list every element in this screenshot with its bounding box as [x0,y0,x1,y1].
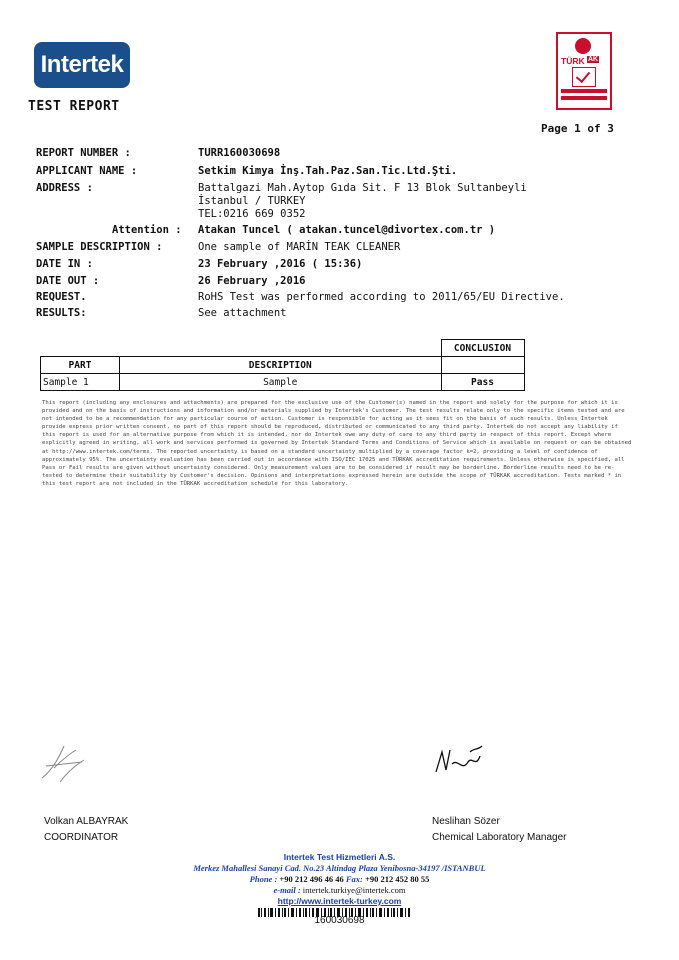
results-table [40,339,525,391]
logo-text: Intertek [40,51,124,78]
applicant-value: Setkim Kimya İnş.Tah.Paz.San.Tic.Ltd.Şti. [198,165,458,177]
date-in-value: 23 February ,2016 ( 15:36) [198,258,363,270]
table-header-row [41,357,525,374]
fax-number: +90 212 452 80 55 [365,874,430,884]
results-value: See attachment [198,307,287,319]
email-value[interactable]: intertek.turkiye@intertek.com [302,885,406,895]
turkak-wordmark-ak: AK [588,56,599,63]
disclaimer-paragraph: This report (including any enclosures and attachments) are prepared for the exclusive use of the Customer(s) named in the report and solely for the purpose for which it is provided and on the basis of instructions and information and/or materials supplied by Intertek's Customer. The test results relate only to the specific items tested and are not intended to be a recommendation for any particular course of action. Customer is responsible for acting as it sees fit on the basis of such results. Unless Intertek provide express prior written consent, no part of this report should be reproduced, distributed or communicated to any third party. Intertek do not accept any liability if this report is used for an alternative purpose from which it is intended, nor do Intertek owe any duty of care to any third party in respect of this report. Except where explicitly agreed in writing, all work and services performed is governed by Intertek Standard Terms and Conditions of Service which is available on request or can be obtained at http://www.intertek.com/terms. The reported uncertainty is based on a standard uncertainty multiplied by a coverage factor k=2, providing a level of confidence of approximately 95%. The uncertainty evaluation has been carried out in accordance with ISO/IEC 17025 and TÜRKAK accreditation requirements. Unless otherwise is specified, all Pass or Fail results are given without uncertainty considered. Only measurement values are to be considered if result may be borderline. Borderline results need to be re-tested to determine their suitability by Customer's decision. Opinions and interpretations expressed herein are outside the scope of TÜRKAK accreditation. Tests marked * in this test report are not included in the TÜRKAK accreditation schedule for this laboratory. [42,400,632,487]
table-conclusion-header-row [41,340,525,357]
description-cell: Sample [120,374,442,391]
conclusion-header: CONCLUSION [441,340,524,357]
fax-label: Fax: [345,874,363,884]
date-in-label: DATE IN : [36,258,93,270]
phone-number: +90 212 496 46 46 [279,874,344,884]
table-row [41,374,525,391]
checkmark-icon [572,67,596,87]
results-label: RESULTS: [36,307,87,319]
barcode-number: 160030698 [314,915,365,926]
email-label: e-mail : [273,885,301,895]
address-line-3: TEL:0216 669 0352 [198,208,306,220]
coordinator-name: Volkan ALBAYRAK [44,816,129,827]
conclusion-cell: Pass [441,374,524,391]
sample-description-value: One sample of MARİN TEAK CLEANER [198,241,401,253]
report-number-value: TURR160030698 [198,147,281,159]
page-indicator: Page 1 of 3 [541,122,614,135]
attention-label: Attention : [112,224,182,236]
phone-label: Phone : [249,874,278,884]
footer-website-link[interactable]: http://www.intertek-turkey.com [277,896,402,906]
intertek-logo [34,42,130,88]
footer-address: Merkez Mahallesi Sanayi Cad. No.23 Altindag Plaza Yenibosna-34197 /ISTANBUL [193,863,486,873]
coordinator-title: COORDINATOR [44,832,119,843]
conclusion-header-blank [441,357,524,374]
description-header: DESCRIPTION [120,357,442,374]
turkak-band [561,89,607,93]
turkak-wordmark: TÜRK [561,56,585,66]
footer-email [0,885,679,895]
manager-name: Neslihan Sözer [432,816,500,827]
footer-company: Intertek Test Hizmetleri A.S. [283,852,396,862]
attention-value: Atakan Tuncel ( atakan.tuncel@divortex.com.tr ) [198,224,496,236]
request-value: RoHS Test was performed according to 2011/65/EU Directive. [198,291,565,303]
coordinator-signature [36,738,96,790]
address-line-2: İstanbul / TURKEY [198,195,306,207]
part-header: PART [41,357,120,374]
date-out-label: DATE OUT : [36,275,100,287]
report-number-label: REPORT NUMBER : [36,147,131,159]
address-line-1: Battalgazi Mah.Aytop Gıda Sit. F 13 Blok Sultanbeyli [198,182,527,194]
turkak-accreditation-logo [556,32,612,110]
page-title: TEST REPORT [28,99,120,114]
part-cell: Sample 1 [41,374,120,391]
applicant-label: APPLICANT NAME : [36,165,138,177]
address-label: ADDRESS : [36,182,93,194]
sample-description-label: SAMPLE DESCRIPTION : [36,241,163,253]
turkak-band [561,96,607,100]
footer-contact [0,874,679,884]
request-label: REQUEST. [36,291,87,303]
disclaimer-text [42,399,634,488]
manager-signature [432,742,488,782]
date-out-value: 26 February ,2016 [198,275,306,287]
turkak-emblem-icon [575,38,591,54]
manager-title: Chemical Laboratory Manager [432,832,567,843]
